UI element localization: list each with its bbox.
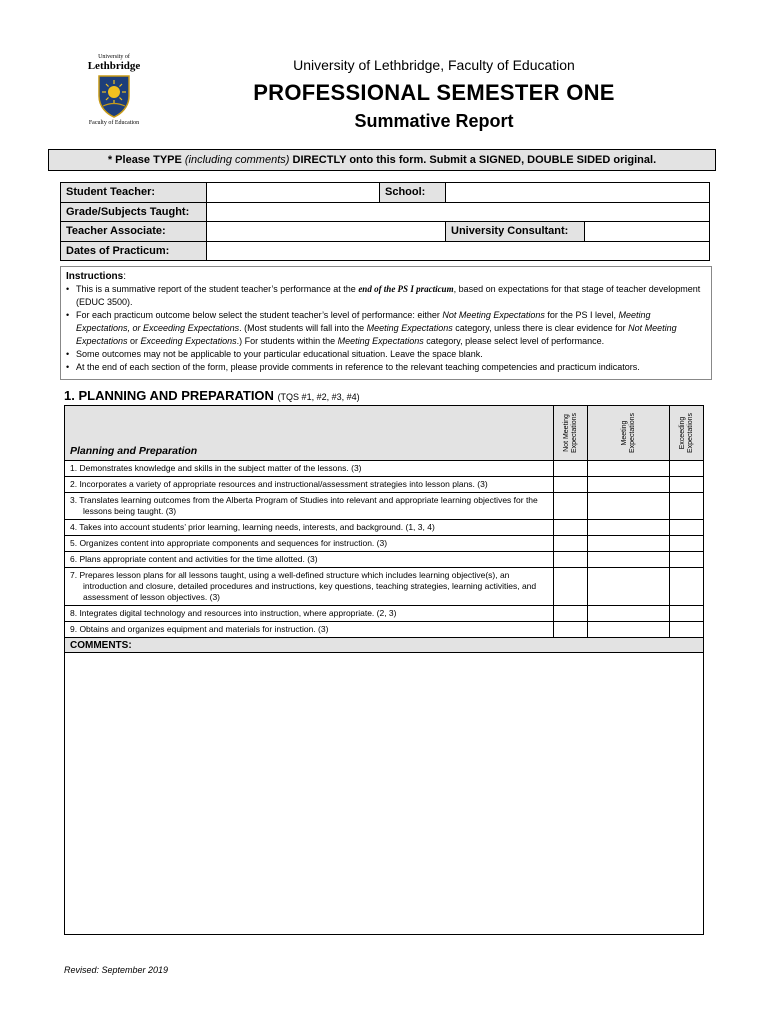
section-tqs: (TQS #1, #2, #3, #4) [277,392,360,402]
outcome-item: 5. Organizes content into appropriate components and sequences for instruction. (3) [65,536,554,552]
rating-cell[interactable] [670,493,704,520]
col-meeting: Meeting Expectations [588,406,670,461]
instructions-box [60,266,712,380]
section-title-text: 1. PLANNING AND PREPARATION [64,388,278,403]
school-label: School: [380,183,446,203]
teacher-associate-label: Teacher Associate: [61,222,207,242]
outcome-item: 6. Plans appropriate content and activities for the time allotted. (3) [65,552,554,568]
rating-cell[interactable] [554,520,588,536]
university-consultant-field[interactable] [585,222,710,242]
planning-table-header: Planning and Preparation [65,406,554,461]
institution-heading: University of Lethbridge, Faculty of Education [293,57,575,73]
student-teacher-label: Student Teacher: [61,183,207,203]
grade-subjects-field[interactable] [207,202,710,222]
rating-cell[interactable] [554,622,588,638]
teacher-associate-field[interactable] [207,222,446,242]
rating-cell[interactable] [588,552,670,568]
rating-cell[interactable] [670,568,704,606]
comments-field[interactable] [65,653,704,935]
rating-cell[interactable] [588,606,670,622]
rating-cell[interactable] [670,477,704,493]
instruction-item: • Some outcomes may not be applicable to your particular educational situation. Leave the space blank. [66,348,706,361]
col-not-meeting: Not Meeting Expectations [554,406,588,461]
instruction-item: • At the end of each section of the form, please provide comments in reference to the relevant teaching competencies and practicum indicators. [66,361,706,374]
comments-label: COMMENTS: [65,638,704,653]
student-info-table [60,182,710,261]
instructions-title: Instructions [66,271,124,282]
rating-cell[interactable] [554,461,588,477]
outcome-item: 2. Incorporates a variety of appropriate resources and instructional/assessment strategies into lesson plans. (3) [65,477,554,493]
rating-cell[interactable] [670,461,704,477]
dates-field[interactable] [207,241,710,261]
rating-cell[interactable] [588,568,670,606]
instruction-item: • This is a summative report of the student teacher’s performance at the end of the PS I practicum, based on expectations for that stage of teacher development (EDUC 3500). [66,283,706,309]
submission-notice [48,149,716,171]
rating-cell[interactable] [554,552,588,568]
rating-cell[interactable] [588,520,670,536]
logo-university-text: University of [98,54,130,60]
university-consultant-label: University Consultant: [446,222,585,242]
rating-cell[interactable] [670,552,704,568]
rating-cell[interactable] [554,536,588,552]
outcome-item: 7. Prepares lesson plans for all lessons taught, using a well-defined structure which includes learning objective(s), an introduction and closure, detailed procedures and instructions, key questions, teaching strategies, learning activities, and assessment of lesson objectives. (3) [65,568,554,606]
rating-cell[interactable] [670,536,704,552]
outcome-item: 9. Obtains and organizes equipment and materials for instruction. (3) [65,622,554,638]
rating-cell[interactable] [588,536,670,552]
rating-cell[interactable] [554,493,588,520]
outcome-item: 3. Translates learning outcomes from the Alberta Program of Studies into relevant and appropriate learning objectives for the lessons being taught. (3) [65,493,554,520]
notice-text-1: * Please TYPE [107,154,185,166]
rating-cell[interactable] [554,606,588,622]
revised-date: Revised: September 2019 [64,965,169,975]
instruction-item: • For each practicum outcome below select the student teacher’s level of performance: either Not Meeting Expectations for the PS I level, Meeting Expectations, or Exceeding Expectations. (Most students will fall into the Meeting Expectations category, unless there is clear evidence for Not Meeting Expectations or Exceeding Expectations.) For students within the Meeting Expectations category, please select level of performance. [66,309,706,348]
page-subtitle: Summative Report [354,111,514,131]
section-title [64,388,360,403]
page-title: PROFESSIONAL SEMESTER ONE [253,80,615,105]
outcome-item: 4. Takes into account students’ prior learning, learning needs, interests, and background. (1, 3, 4) [65,520,554,536]
outcome-item: 8. Integrates digital technology and resources into instruction, where appropriate. (2, 3) [65,606,554,622]
grade-subjects-label: Grade/Subjects Taught: [61,202,207,222]
rating-cell[interactable] [670,606,704,622]
rating-cell[interactable] [554,477,588,493]
student-teacher-field[interactable] [207,183,380,203]
notice-text-2: (including comments) [184,154,290,166]
logo-name-text: Lethbridge [87,60,141,72]
rating-cell[interactable] [554,568,588,606]
col-exceeding: Exceeding Expectations [670,406,704,461]
school-field[interactable] [446,183,710,203]
notice-text-3: DIRECTLY onto this form. Submit a SIGNED, DOUBLE SIDED original. [289,154,657,166]
rating-cell[interactable] [670,622,704,638]
dates-label: Dates of Practicum: [61,241,207,261]
rating-cell[interactable] [588,477,670,493]
rating-cell[interactable] [588,461,670,477]
rating-cell[interactable] [670,520,704,536]
outcome-item: 1. Demonstrates knowledge and skills in the subject matter of the lessons. (3) [65,461,554,477]
planning-table [64,405,704,935]
instructions-colon: : [123,271,127,282]
rating-cell[interactable] [588,622,670,638]
rating-cell[interactable] [588,493,670,520]
logo-faculty-text: Faculty of Education [88,120,140,126]
